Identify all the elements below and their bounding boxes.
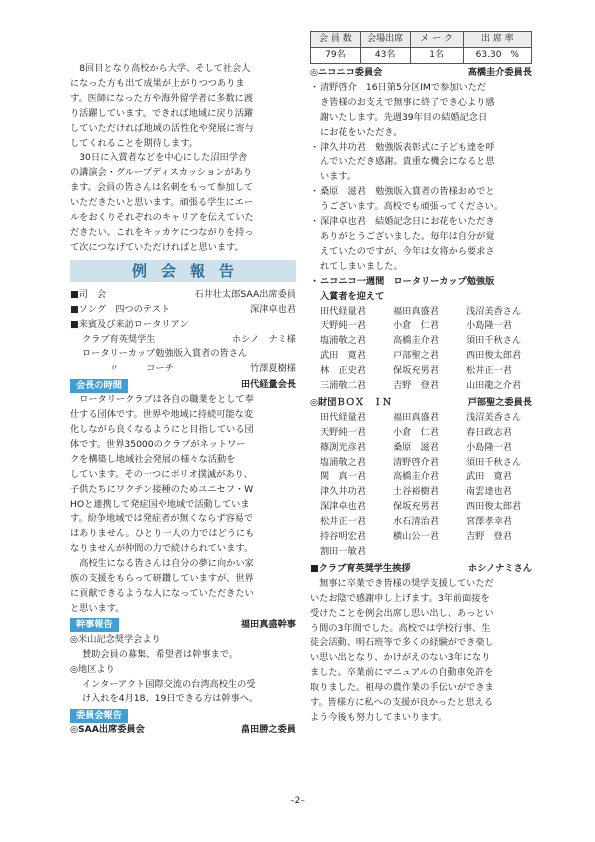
text-line: 受けたことを例会出席し思い出し、あっとい — [310, 607, 494, 619]
text-line: んでいただき感謝。貴重な機会になると思 — [320, 156, 495, 168]
report-item-body: 賛助会員の募集、希望者は幹事まで。 — [82, 648, 239, 660]
text-line: だきたい。これをキッカケにつながりを持っ — [70, 226, 254, 238]
text-line: の講演会・グループディスカッションがあり — [70, 167, 253, 179]
member-name: 関 真一君 — [320, 471, 366, 483]
attendance-value: 1名 — [410, 48, 463, 64]
text-line: り活躍しています。できれば地域に戻り活躍 — [70, 107, 254, 119]
niko-item: ・ 津久井功君 勉強版表彰式に子ども達を呼 んでいただき感謝。貴重な機会になると思 います。 — [310, 141, 532, 186]
committee-tag: 委員会報告 — [70, 709, 128, 723]
meeting-row-label: ■来賓及び来訪ロータリアン — [70, 318, 189, 330]
text-line: 30日に入賞者などを中心にした沼田学舎 — [79, 152, 248, 164]
text-line: います。 — [320, 171, 357, 183]
member-name: 武田 寛君 — [466, 471, 512, 483]
member-name: 春日政志君 — [466, 426, 512, 438]
foundation-box-heading — [310, 396, 532, 411]
text-line: ニコニコ一週間 ロータリーカップ勉強版 — [320, 275, 495, 287]
member-name: 持谷明宏君 — [320, 531, 366, 543]
scholar-greeting-title: ■クラブ育英奨学生挨拶 — [310, 562, 411, 574]
text-line: 取りました。祖母の農作業の手伝いができま — [310, 682, 494, 694]
text-line: 清野啓介 16日第5分区IMで参加いただ — [320, 81, 486, 93]
president-name: 田代経量会長 — [240, 379, 296, 391]
member-name: 深津卓也君 — [320, 501, 366, 513]
member-name: 割田一敏君 — [320, 546, 366, 557]
text-line: ありがとうございました。毎年は自分が覚 — [320, 230, 495, 242]
member-name: 高橋圭介君 — [393, 471, 439, 483]
member-name — [466, 545, 542, 560]
meeting-row — [70, 318, 296, 333]
attendance-header: メ ー ク — [410, 32, 463, 48]
attendance-value: 79名 — [311, 48, 361, 64]
member-name: 小島隆一君 — [466, 320, 512, 332]
niko-week-names — [310, 305, 532, 394]
member-name: 小倉 仁君 — [393, 320, 439, 332]
member-name — [393, 545, 466, 560]
text-line: す。医師になった方や海外留学者に多数に渡 — [70, 92, 254, 104]
text-line: 深津卓也君 結婚記念日にお花をいただき — [320, 216, 495, 228]
text-line: と思います。 — [70, 602, 125, 614]
meeting-info — [70, 288, 296, 377]
text-line: 津久井功君 勉強版表彰式に子ども達を呼 — [320, 141, 495, 153]
member-name: 松井正一君 — [466, 365, 512, 377]
guest-label: 〃 コーチ — [82, 363, 174, 375]
member-name: 吉野 登君 — [466, 531, 512, 543]
text-line: す。皆様方に私への支援が良かったと思える — [310, 697, 494, 709]
saa-committee-member: 畠田勝之委員 — [240, 724, 296, 736]
member-name: 福田真盛君 — [393, 411, 439, 423]
niko-item: ・ 深津卓也君 結婚記念日にお花をいただき ありがとうございました。毎年は自分が覚 えていたのですが、今年は女将から要求さ れてしまいました。 — [310, 215, 532, 275]
meeting-row — [70, 303, 296, 318]
member-name: 須田千秋さん — [466, 456, 522, 468]
secretary-tag: 幹事報告 — [70, 618, 119, 632]
text-line: れてしまいました。 — [320, 260, 403, 272]
text-line: 体です。世界35000のクラブがネットワー — [70, 438, 246, 450]
text-line: き皆様のお支えで無事に終了でき心より感 — [320, 96, 495, 108]
text-line: にお花をいただき。 — [320, 126, 403, 138]
member-name: 松井正一君 — [320, 516, 366, 528]
attendance-table — [310, 31, 532, 64]
niko-item: ・ 桑原 滋君 勉強版入賞者の皆様おめでと うございます。高校でも頑張ってください。 — [310, 185, 532, 215]
saa-committee-label: ◎SAA出席委員会 — [70, 724, 145, 736]
member-name: 高橋圭介君 — [393, 335, 439, 347]
attendance-header-row — [311, 32, 532, 48]
member-name: 田代経量君 — [320, 305, 366, 317]
text-line: 族の支援をもらって研鑽していますが、世界 — [70, 573, 254, 585]
niko-committee-title: ◎ニコニコ委員会 — [310, 67, 383, 78]
member-name: 塩浦敬之君 — [320, 335, 366, 347]
member-name: 福田真盛君 — [393, 305, 439, 317]
text-line: う間の3年間でした。高校では学校行事、生 — [310, 622, 491, 634]
member-name: 浅沼美香さん — [466, 411, 522, 423]
member-name: 天野純一君 — [320, 320, 366, 332]
scholar-name: ホシノナミさん — [468, 562, 532, 574]
foundation-box-title: ◎財団ＢＯＸ ＩＮ — [310, 396, 392, 408]
text-line: 無事に卒業でき皆様の奨学支援していただ — [319, 577, 494, 589]
attendance-header: 出 席 率 — [463, 32, 531, 48]
secretary-report — [70, 633, 296, 708]
member-name: 保坂充男君 — [393, 501, 439, 513]
member-name: 須田千秋さん — [466, 335, 522, 347]
text-line: ルをおくりそれぞれのキャリアを伝えていた — [70, 212, 254, 224]
meeting-report-heading: 例会報告 — [70, 260, 296, 282]
text-line: よう今後も努力してまいります。 — [310, 711, 448, 723]
right-column — [310, 0, 532, 726]
member-name: 宮澤孝幸君 — [466, 516, 512, 528]
text-line: ロータリークラブは各自の職業をとして奉 — [79, 394, 254, 406]
member-name: 西田俊太郎君 — [466, 350, 522, 362]
page-number: –2– — [290, 796, 305, 806]
scholar-greeting-text — [310, 577, 532, 726]
guest-row — [70, 333, 296, 348]
member-name: 小倉 仁君 — [393, 426, 439, 438]
text-line: うございます。高校でも頑張ってください。 — [320, 201, 504, 213]
niko-committee-chair: 高橋圭介委員長 — [467, 67, 532, 78]
text-line: していただければ地域の活性化や発展に寄与 — [70, 122, 254, 134]
saa-committee-row — [70, 723, 296, 738]
member-name: 武田 寛君 — [320, 350, 366, 362]
text-line: えていたのですが、今年は女将から要求さ — [320, 245, 495, 257]
text-line: になった方も出て成果が上がりつつありま — [70, 77, 245, 89]
member-name: 戸部聖之君 — [393, 350, 439, 362]
niko-committee-heading — [310, 66, 532, 81]
attendance-value: 43名 — [360, 48, 410, 64]
report-item-head: ◎米山記念奨学会より — [70, 633, 161, 645]
text-line: 8回目となり高校から大学、そして社会人 — [79, 63, 251, 74]
member-name: 山田龍之介君 — [466, 380, 522, 392]
member-name: 吉野 登君 — [393, 380, 439, 392]
president-heading — [70, 378, 296, 393]
president-text — [70, 393, 296, 617]
intro-paragraph — [70, 62, 296, 151]
meeting-row-label: ■ソング 四つのテスト — [70, 303, 171, 315]
member-name: 篠渕光彦君 — [320, 441, 366, 453]
member-name: 田代経量君 — [320, 411, 366, 423]
attendance-value-row — [311, 48, 532, 64]
scholar-greeting-heading — [310, 562, 532, 577]
text-line: 仕する団体です。世界や地域に持続可能な変 — [70, 409, 254, 421]
report-item-head: ◎地区より — [70, 663, 115, 675]
meeting-row-value: 深津卓也君 — [250, 303, 296, 315]
report-item-body: け入れを4月18、19日できる方は幹事へ。 — [82, 693, 259, 705]
member-name: 塩浦敬之君 — [320, 456, 366, 468]
meeting-row-label: ■司 会 — [70, 288, 107, 300]
member-name: 土谷裕樹君 — [393, 486, 439, 498]
guest-label: クラブ育英奨学生 — [82, 333, 156, 345]
meeting-row — [70, 288, 296, 303]
text-line: い思い出となり、かけがえのない3年になり — [310, 652, 491, 664]
niko-items — [310, 81, 532, 275]
text-line: はありません。ひとり一人の力ではどうにも — [70, 528, 255, 540]
text-line: してくれることを期待します。 — [70, 137, 198, 149]
text-line: 桑原 滋君 勉強版入賞者の皆様おめでと — [320, 186, 495, 198]
meeting-row-value: 石井壮太郎SAA出席委員 — [194, 288, 296, 300]
member-name: 天野純一君 — [320, 426, 366, 438]
text-line: いたお陰で感謝申し上げます。3年前面接を — [310, 592, 490, 604]
guest-row — [70, 362, 296, 377]
text-line: に貢献できるような人になっていただきたい — [70, 588, 254, 599]
member-name: 南雲達也君 — [466, 486, 512, 498]
member-name: 林 正史君 — [320, 365, 366, 377]
text-line: す。紛争地域では発症者が無くならず容易で — [70, 513, 254, 525]
member-name: 津久井功君 — [320, 486, 366, 498]
text-line: 入賞者を迎えて — [320, 290, 385, 302]
committee-heading — [70, 708, 296, 723]
niko-item: ・ 清野啓介 16日第5分区IMで参加いただ き皆様のお支えで無事に終了でき心より感 謝いたします。先週39年目の結婚記念日 にお花をいただき。 — [310, 81, 532, 141]
foundation-box-chair: 戸部聖之委員長 — [467, 396, 532, 408]
text-line: いただきたいと思います。頑張る学生にエー — [70, 197, 254, 209]
report-item-body: インターアクト国際交流の台湾高校生の受 — [82, 678, 256, 690]
guest-label: ロータリーカップ勉強版入賞者の皆さん — [82, 348, 248, 360]
president-tag: 会長の時間 — [70, 379, 128, 393]
member-name: 三浦敬二君 — [320, 380, 366, 392]
text-line: 高校生になる皆さんは自分の夢に向かい家 — [79, 558, 254, 570]
guest-name: ホシノ ナミ様 — [232, 333, 296, 345]
attendance-value: 63.30 % — [463, 48, 531, 64]
member-name: 水石清治君 — [393, 516, 439, 528]
foundation-box-names — [310, 411, 532, 560]
member-name: 清野啓介君 — [393, 456, 439, 468]
text-line: ました。卒業前にマニュアルの自動車免許を — [310, 667, 494, 679]
member-name: 浅沼美香さん — [466, 305, 522, 317]
text-line: て次につなげていただければと思います。 — [70, 241, 244, 253]
text-line: クを構築し地域社会発展の様々な活動を — [70, 453, 236, 465]
member-name: 横山公一君 — [393, 531, 439, 543]
member-name: 西田俊太郎君 — [466, 501, 522, 513]
text-line: 謝いたします。先週39年目の結婚記念日 — [320, 111, 488, 123]
member-name: 桑原 滋君 — [393, 441, 439, 453]
text-line: なりませんが仲間の力で続けられています。 — [70, 543, 254, 555]
secretary-name: 福田真盛幹事 — [240, 618, 296, 630]
guest-name: 竹澤夏樹様 — [250, 363, 296, 375]
guest-row — [70, 347, 296, 362]
attendance-header: 会 員 数 — [311, 32, 361, 48]
attendance-header: 会場出席 — [360, 32, 410, 48]
text-line: しています。その一つにポリオ撲滅があり、 — [70, 468, 253, 480]
text-line: ます。会員の皆さんは名刺をもって参加して — [70, 182, 254, 194]
text-line: 徒会活動、明石班等で多くの経験ができ楽し — [310, 637, 494, 649]
text-line: HOと連携して発症国や地域で活動していま — [70, 498, 250, 510]
left-column — [70, 0, 296, 738]
text-line: 子供たちにワクチン接種のためユニセフ・W — [70, 483, 254, 495]
niko-week-heading: ・ ニコニコ一週間 ロータリーカップ勉強版 入賞者を迎えて — [310, 275, 532, 305]
member-name: 小島隆一君 — [466, 441, 512, 453]
text-line: 化しながら良くなるようにと目指している団 — [70, 424, 254, 436]
lecture-paragraph — [70, 151, 296, 255]
member-name: 保坂充男君 — [393, 365, 439, 377]
secretary-heading — [70, 618, 296, 633]
